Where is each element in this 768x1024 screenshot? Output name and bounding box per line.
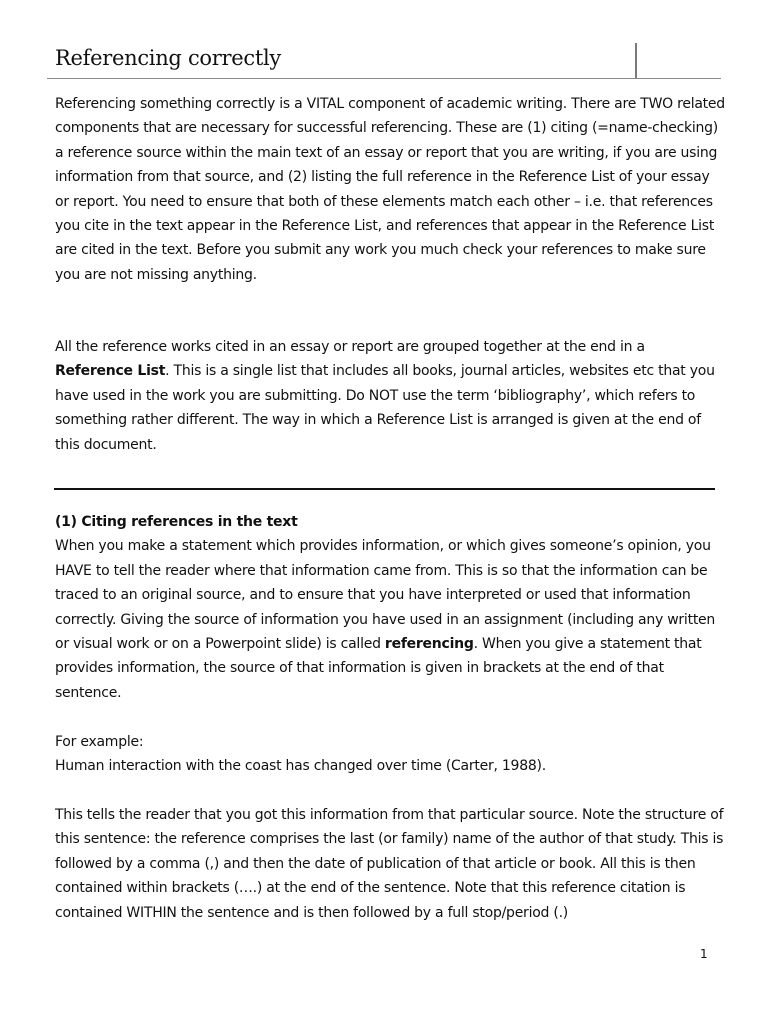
- example-sentence: Human interaction with the coast has changed over time (Carter, 1988).: [55, 758, 546, 775]
- page-title: Referencing correctly: [55, 46, 281, 70]
- example-block: [55, 730, 725, 779]
- example-label: For example:: [55, 734, 144, 750]
- title-underline: [47, 78, 721, 79]
- page-number: 1: [700, 947, 708, 961]
- reference-list-text-after: . This is a single list that includes all books, journal articles, websites etc that you have used in the work you are submitting. Do NOT use the term ‘bibliography’, which refers to something rather different. The way in which a Reference List is arranged is given at the end of this document.: [55, 363, 715, 453]
- referencing-term: referencing: [384, 636, 474, 653]
- reference-list-term: Reference List: [55, 363, 166, 380]
- citing-text-before: When you make a statement which provides information, or which gives someone’s opinion, you HAVE to tell the reader where that information came from. This is so that the information can be traced to an original source, and to ensure that you have interpreted or used that information correctly. Giving the source of information you have used in an assignment (including any written or visual work or on a Powerpoint slide) is called: [55, 538, 716, 653]
- citing-text-after: . When you give a statement that provides information, the source of that information is given in brackets at the end of that sentence.: [55, 636, 702, 701]
- section-divider: [54, 488, 715, 490]
- citing-section: [55, 510, 725, 705]
- section-heading-citing: (1) Citing references in the text: [55, 514, 298, 530]
- reference-list-paragraph: [55, 335, 725, 457]
- intro-paragraph: Referencing something correctly is a VITAL component of academic writing. There are TWO related components that are necessary for successful referencing. These are (1) citing (=name-checking) a reference source within the main text of an essay or report that you are writing, if you are using information from that source, and (2) listing the full reference in the Reference List of your essay or report. You need to ensure that both of these elements match each other – i.e. that references you cite in the text appear in the Reference List, and references that appear in the Reference List are cited in the text. Before you submit any work you much check your references to make sure you are not missing anything.: [55, 96, 725, 283]
- explanation-paragraph: This tells the reader that you got this information from that particular source. Note the structure of this sentence: the reference comprises the last (or family) name of the author of that study. This is followed by a comma (,) and then the date of publication of that article or book. All this is then contained within brackets (….) at the end of the sentence. Note that this reference citation is contained WITHIN the sentence and is then followed by a full stop/period (.): [55, 807, 724, 921]
- reference-list-text-before: All the reference works cited in an essay or report are grouped together at the end in a: [55, 339, 645, 355]
- title-vertical-rule: [635, 43, 637, 78]
